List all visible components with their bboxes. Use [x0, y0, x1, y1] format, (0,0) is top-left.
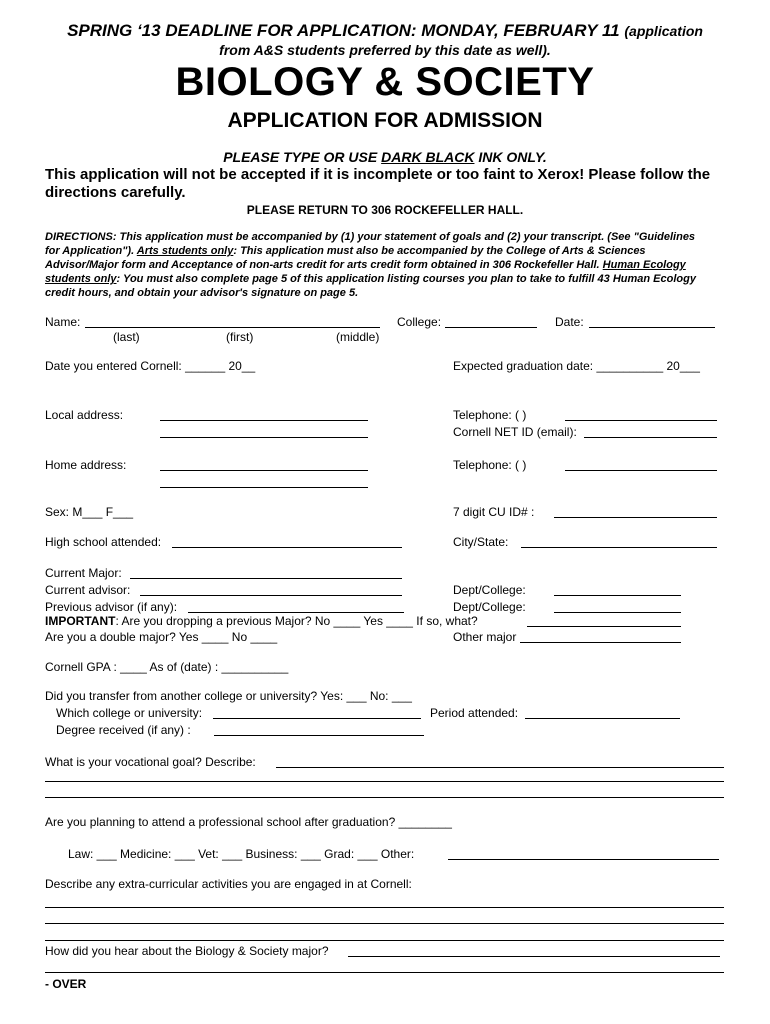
warning-line-2: directions carefully. [45, 184, 186, 201]
other-school-field[interactable] [448, 859, 719, 860]
home-address-label: Home address: [45, 458, 127, 472]
extracurricular-field-2[interactable] [45, 923, 724, 924]
return-instruction: PLEASE RETURN TO 306 ROCKEFELLER HALL. [246, 203, 524, 217]
home-telephone-field[interactable] [565, 470, 717, 471]
net-id-label: Cornell NET ID (email): [453, 425, 577, 439]
date-field[interactable] [589, 327, 715, 328]
degree-received-field[interactable] [214, 735, 424, 736]
net-id-field[interactable] [584, 437, 717, 438]
local-telephone-field[interactable] [565, 420, 717, 421]
cu-id-field[interactable] [554, 517, 717, 518]
last-name-caption: (last) [113, 330, 140, 344]
local-address-field-1[interactable] [160, 420, 368, 421]
hear-about-label: How did you hear about the Biology & Society major? [45, 944, 329, 958]
current-dept-field[interactable] [554, 595, 681, 596]
name-field[interactable] [85, 327, 380, 328]
which-college-field[interactable] [213, 718, 421, 719]
vocational-goal-field-1[interactable] [276, 767, 724, 768]
degree-received-label: Degree received (if any) : [56, 723, 191, 737]
directions-line-3: Advisor/Major form and Acceptance of non-arts credit for arts credit form obtained in 306 Rockefeller Hall. Human Ecology [45, 259, 686, 271]
date-label: Date: [555, 315, 584, 329]
double-major-question[interactable]: Are you a double major? Yes ____ No ____ [45, 630, 278, 644]
local-address-field-2[interactable] [160, 437, 368, 438]
transfer-question[interactable]: Did you transfer from another college or university? Yes: ___ No: ___ [45, 689, 412, 703]
college-field[interactable] [445, 327, 537, 328]
city-state-field[interactable] [521, 547, 717, 548]
first-name-caption: (first) [226, 330, 254, 344]
hear-about-field-1[interactable] [348, 956, 720, 957]
extracurricular-label: Describe any extra-curricular activities you are engaged in at Cornell: [45, 877, 412, 891]
important-question[interactable]: IMPORTANT: Are you dropping a previous Major? No ____ Yes ____ If so, what? [45, 614, 478, 628]
current-major-label: Current Major: [45, 566, 122, 580]
deadline-line-2: from A&S students preferred by this date as well). [219, 42, 551, 58]
form-subtitle: APPLICATION FOR ADMISSION [227, 109, 543, 132]
extracurricular-field-1[interactable] [45, 907, 724, 908]
period-attended-field[interactable] [525, 718, 680, 719]
college-label: College: [397, 315, 442, 329]
previous-dept-field[interactable] [554, 612, 681, 613]
directions-line-1: DIRECTIONS: This application must be accompanied by (1) your statement of goals and (2) your transcript. (See "Guidelines [45, 231, 696, 243]
current-advisor-label: Current advisor: [45, 583, 131, 597]
directions-line-4: students only: You must also complete page 5 of this application listing courses you plan to take to fulfill 43 Human Ecology [45, 273, 696, 285]
deadline-line-1: SPRING ‘13 DEADLINE FOR APPLICATION: MONDAY, FEBRUARY 11 (application [67, 21, 703, 40]
high-school-label: High school attended: [45, 535, 162, 549]
hear-about-field-2[interactable] [45, 972, 724, 973]
local-address-label: Local address: [45, 408, 124, 422]
directions-line-5: credit hours, and obtain your advisor's signature on page 5. [45, 287, 359, 299]
which-college-label: Which college or university: [56, 706, 203, 720]
current-dept-label: Dept/College: [453, 583, 526, 597]
professional-school-question[interactable]: Are you planning to attend a professional school after graduation? ________ [45, 815, 452, 829]
vocational-goal-field-2[interactable] [45, 781, 724, 782]
vocational-goal-field-3[interactable] [45, 797, 724, 798]
expected-graduation-field[interactable]: Expected graduation date: __________ 20___ [453, 359, 700, 373]
home-address-field-2[interactable] [160, 487, 368, 488]
warning-line-1: This application will not be accepted if it is incomplete or too faint to Xerox! Please follow the [45, 166, 711, 183]
other-major-field[interactable] [520, 642, 681, 643]
home-telephone-label: Telephone: ( ) [453, 458, 527, 472]
previous-advisor-field[interactable] [188, 612, 404, 613]
date-entered-field[interactable]: Date you entered Cornell: ______ 20__ [45, 359, 256, 373]
other-major-label: Other major [453, 630, 517, 644]
sex-field[interactable]: Sex: M___ F___ [45, 505, 134, 519]
city-state-label: City/State: [453, 535, 509, 549]
high-school-field[interactable] [172, 547, 402, 548]
current-advisor-field[interactable] [140, 595, 402, 596]
period-attended-label: Period attended: [430, 706, 519, 720]
current-major-field[interactable] [130, 578, 402, 579]
cu-id-label: 7 digit CU ID# : [453, 505, 535, 519]
local-telephone-label: Telephone: ( ) [453, 408, 527, 422]
directions-line-2: for Application"). Arts students only: This application must also be accompanied by the College of Arts & Sciences [45, 245, 646, 257]
school-type-options[interactable]: Law: ___ Medicine: ___ Vet: ___ Business: ___ Grad: ___ Other: [68, 847, 415, 861]
home-address-field-1[interactable] [160, 470, 368, 471]
gpa-field[interactable]: Cornell GPA : ____ As of (date) : __________ [45, 660, 289, 674]
ink-instruction: PLEASE TYPE OR USE DARK BLACK INK ONLY. [223, 149, 547, 165]
dropped-major-field[interactable] [527, 626, 681, 627]
middle-name-caption: (middle) [336, 330, 380, 344]
over-note: - OVER [45, 977, 87, 991]
vocational-goal-label: What is your vocational goal? Describe: [45, 755, 256, 769]
previous-dept-label: Dept/College: [453, 600, 526, 614]
extracurricular-field-3[interactable] [45, 940, 724, 941]
form-title: BIOLOGY & SOCIETY [175, 60, 595, 104]
name-label: Name: [45, 315, 81, 329]
previous-advisor-label: Previous advisor (if any): [45, 600, 178, 614]
